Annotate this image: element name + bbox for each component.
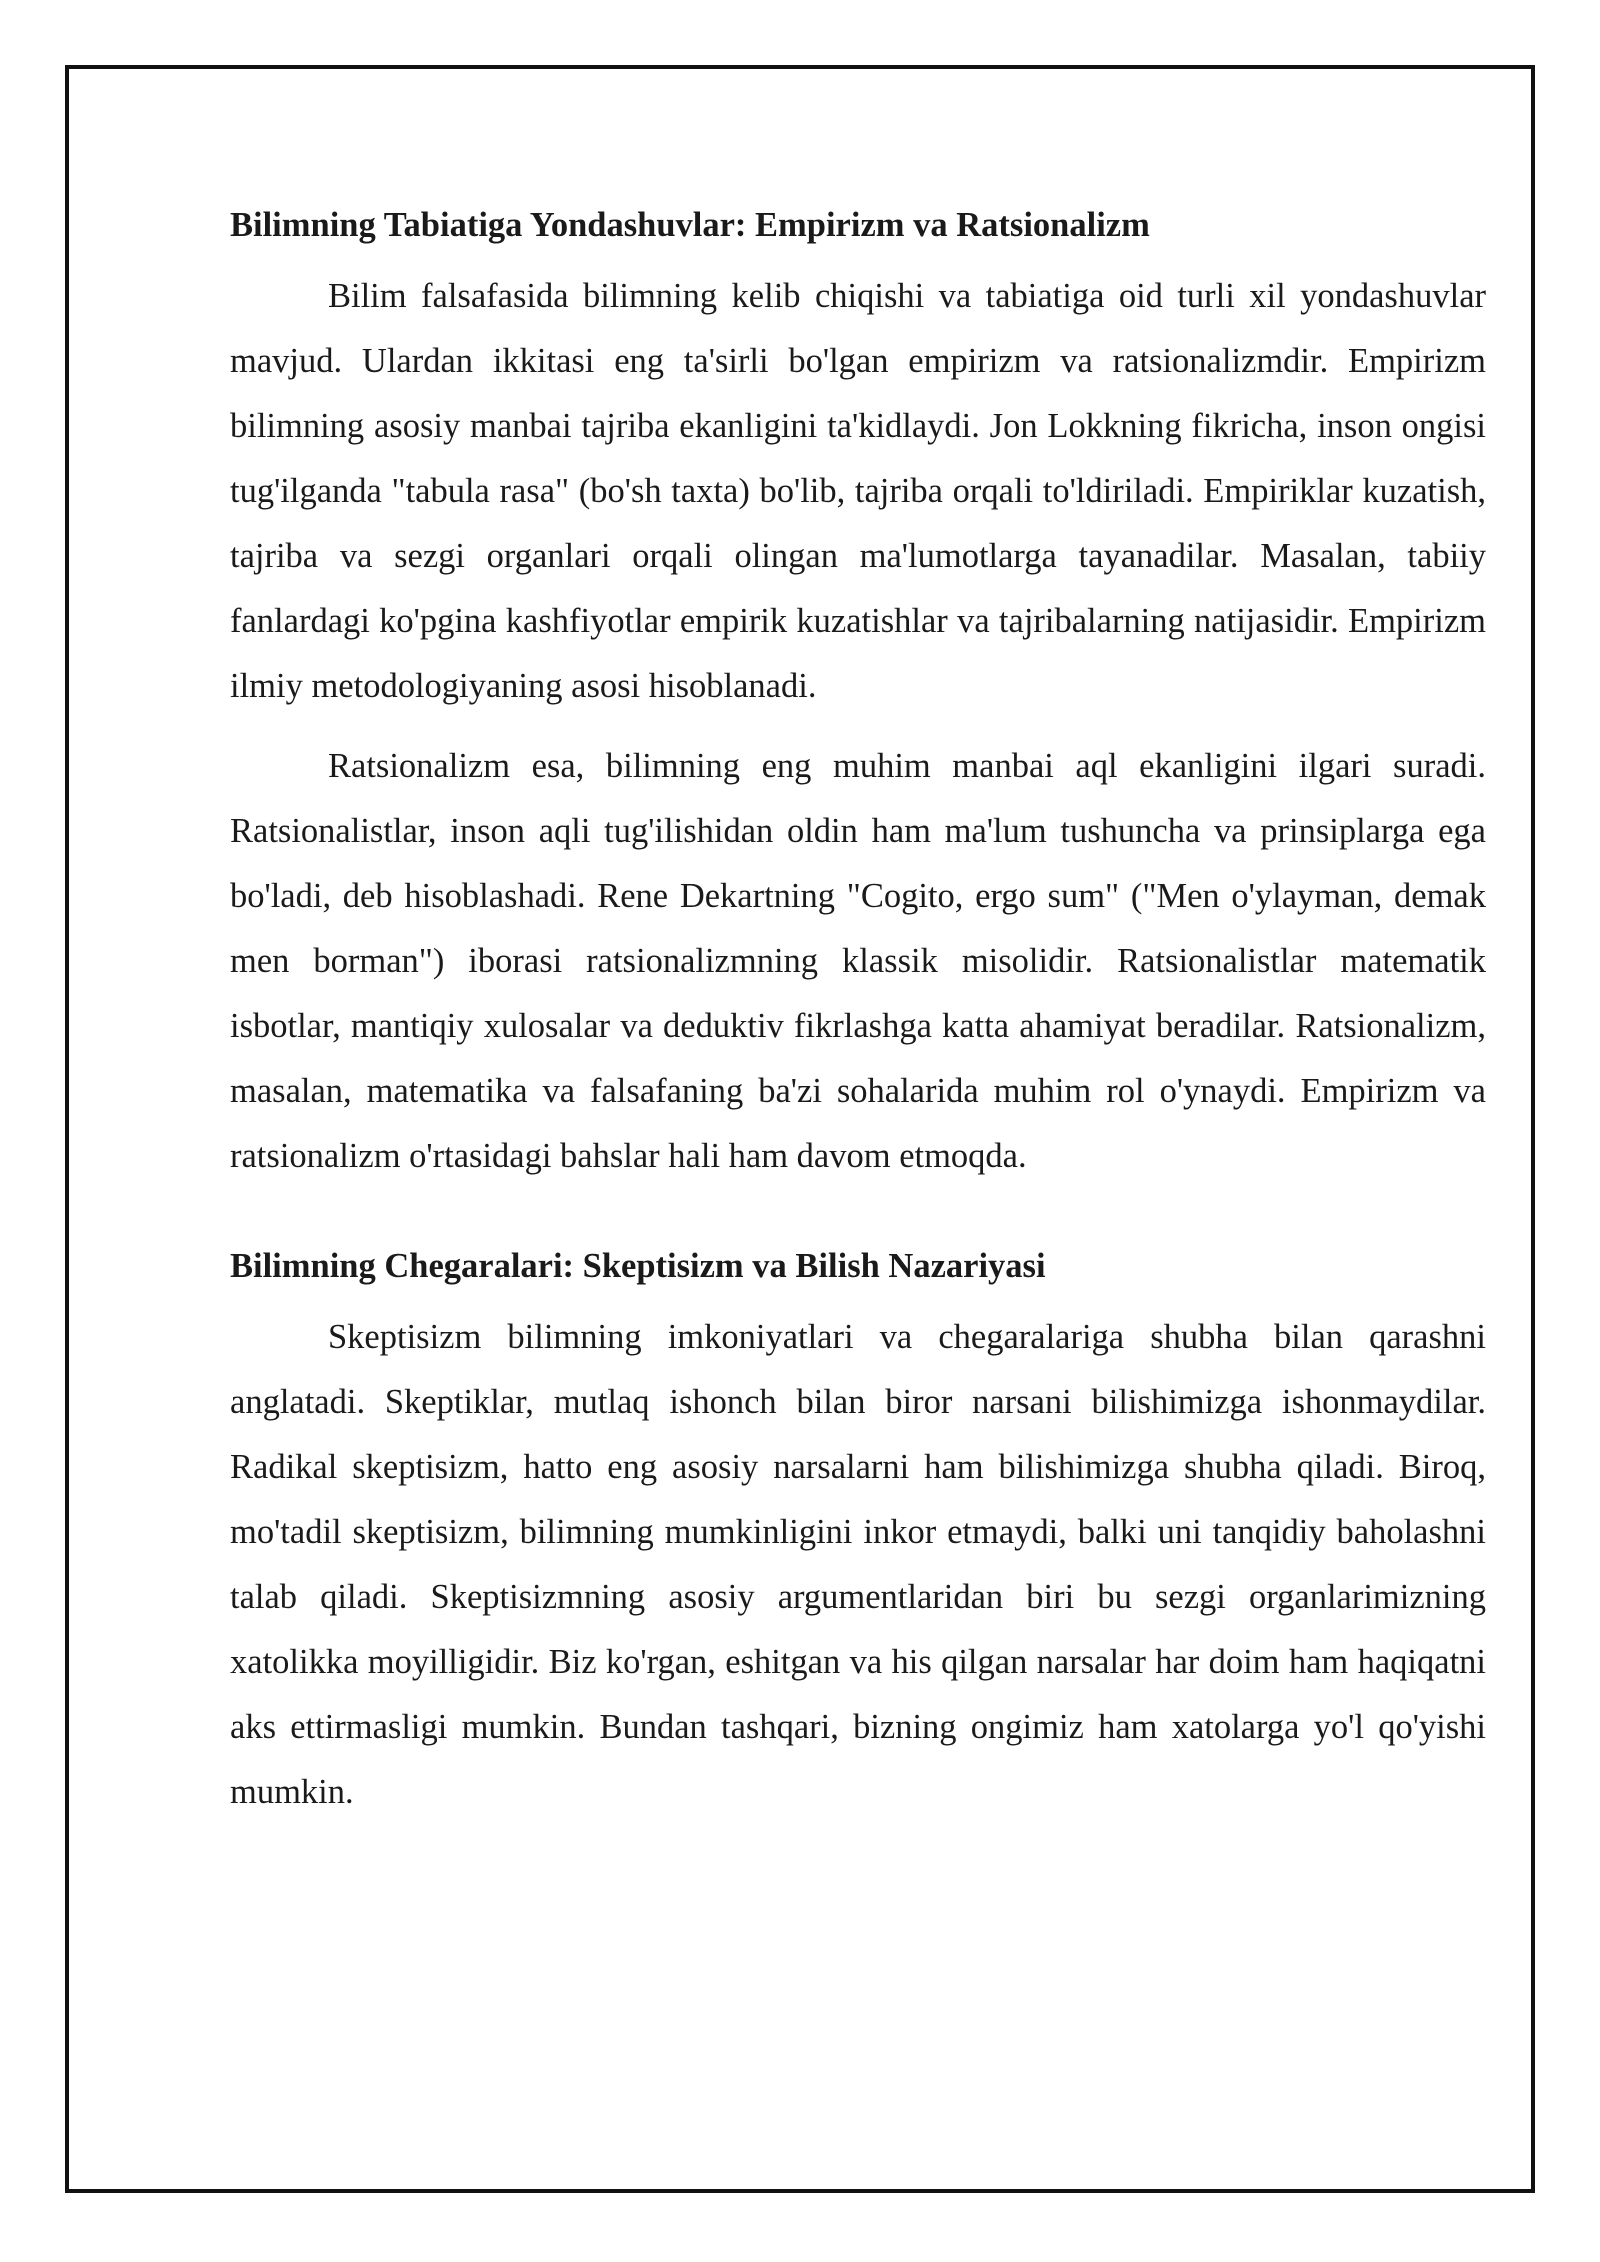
paragraph: Skeptisizm bilimning imkoniyatlari va chegaralariga shubha bilan qarashni anglatadi. Skeptiklar, mutlaq ishonch bilan biror narsani bilishimizga ishonmaydilar. Radikal skeptisizm, hatto eng asosiy narsalarni ham bilishimizga shubha qiladi. Biroq, mo'tadil skeptisizm, bilimning mumkinligini inkor etmaydi, balki uni tanqidiy baholashni talab qiladi. Skeptisizmning asosiy argumentlaridan biri bu sezgi organlarimizning xatolikka moyilligidir. Biz ko'rgan, eshitgan va his qilgan narsalar har doim ham haqiqatni aks ettirmasligi mumkin. Bundan tashqari, bizning ongimiz ham xatolarga yo'l qo'yishi mumkin. — [230, 1318, 1486, 1811]
section-empirism-rationalism — [230, 196, 1486, 1189]
document-body — [230, 196, 1486, 1825]
section-heading: Bilimning Tabiatiga Yondashuvlar: Empirizm va Ratsionalizm — [230, 206, 1150, 244]
paragraph: Ratsionalizm esa, bilimning eng muhim manbai aql ekanligini ilgari suradi. Ratsionalistlar, inson aqli tug'ilishidan oldin ham ma'lum tushuncha va prinsiplarga ega bo'ladi, deb hisoblashadi. Rene Dekartning "Cogito, ergo sum" ("Men o'ylayman, demak men borman") iborasi ratsionalizmning klassik misolidir. Ratsionalistlar matematik isbotlar, mantiqiy xulosalar va deduktiv fikrlashga katta ahamiyat beradilar. Ratsionalizm, masalan, matematika va falsafaning ba'zi sohalarida muhim rol o'ynaydi. Empirizm va ratsionalizm o'rtasidagi bahslar hali ham davom etmoqda. — [230, 747, 1486, 1175]
paragraph: Bilim falsafasida bilimning kelib chiqishi va tabiatiga oid turli xil yondashuvlar mavjud. Ulardan ikkitasi eng ta'sirli bo'lgan empirizm va ratsionalizmdir. Empirizm bilimning asosiy manbai tajriba ekanligini ta'kidlaydi. Jon Lokkning fikricha, inson ongisi tug'ilganda "tabula rasa" (bo'sh taxta) bo'lib, tajriba orqali to'ldiriladi. Empiriklar kuzatish, tajriba va sezgi organlari orqali olingan ma'lumotlarga tayanadilar. Masalan, tabiiy fanlardagi ko'pgina kashfiyotlar empirik kuzatishlar va tajribalarning natijasidir. Empirizm ilmiy metodologiyaning asosi hisoblanadi. — [230, 277, 1486, 705]
section-heading: Bilimning Chegaralari: Skeptisizm va Bilish Nazariyasi — [230, 1247, 1046, 1285]
section-skepticism — [230, 1237, 1486, 1825]
